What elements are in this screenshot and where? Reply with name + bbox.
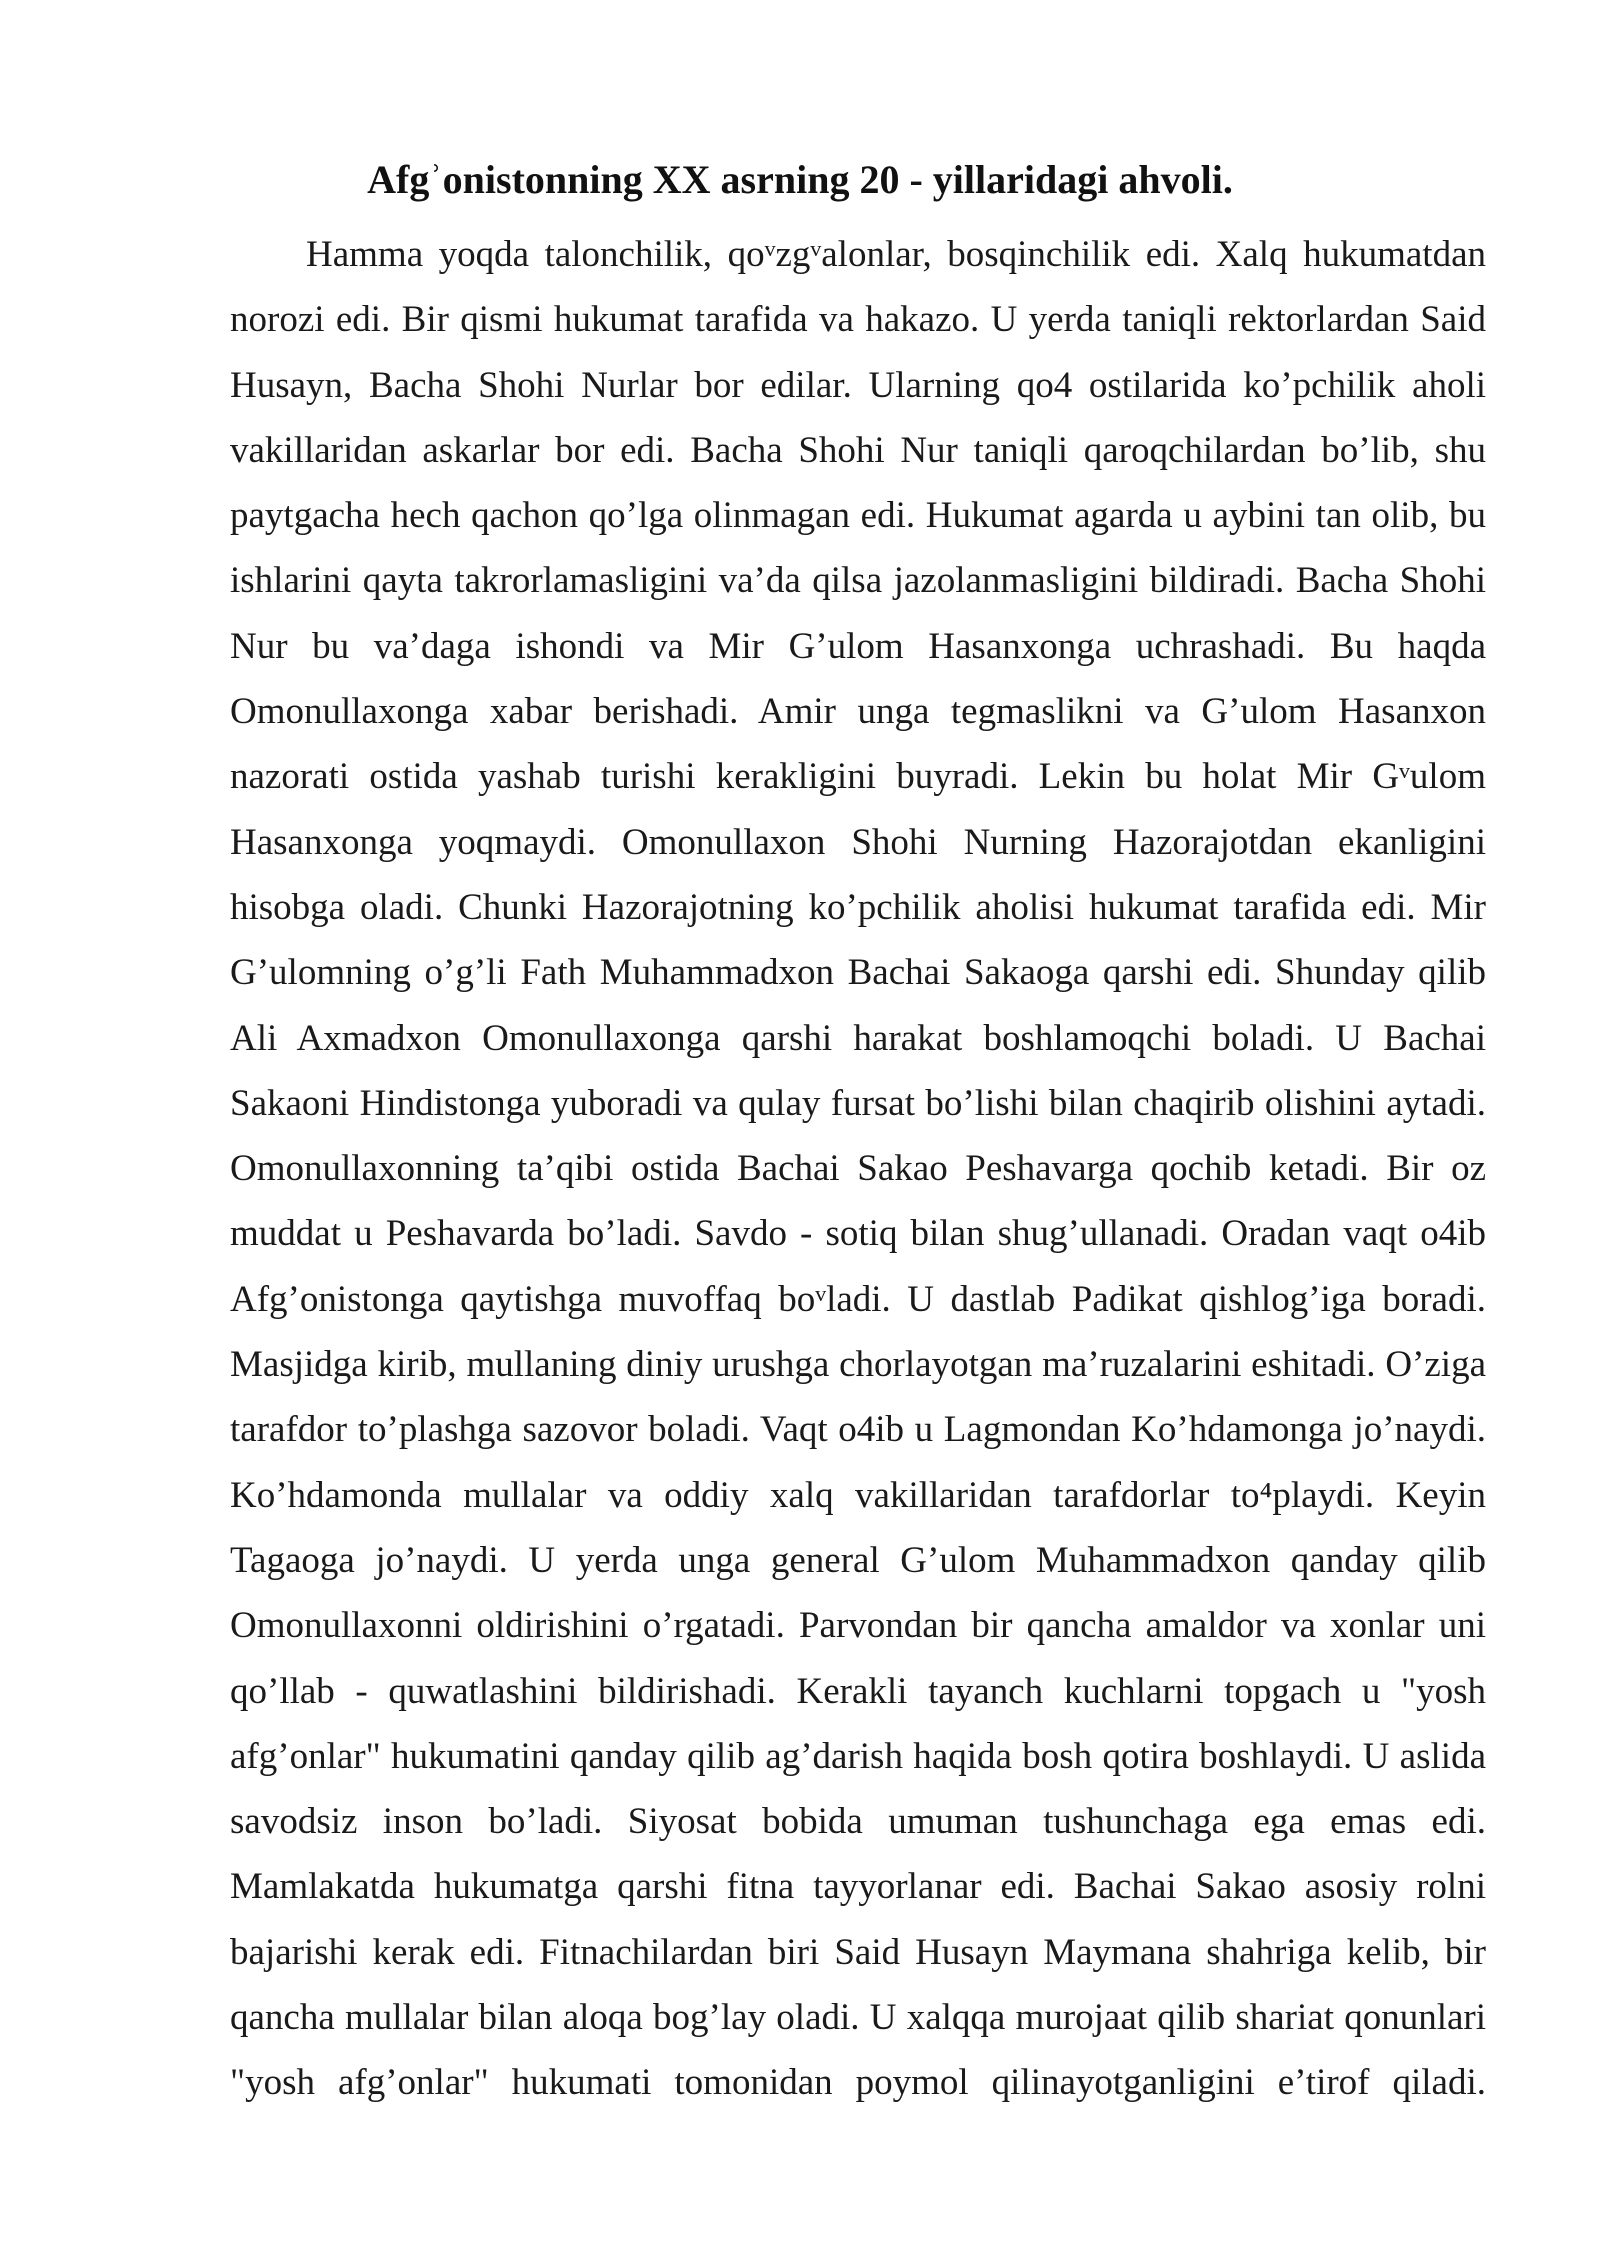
text-line: Tagaoga jo’naydi. U yerda unga general G’ulom Muhammadxon qanday qilib bbox=[230, 1539, 1486, 1581]
text-line: "yosh afg’onlar" hukumati tomonidan poymol qilinayotganligini e’tirof qiladi. bbox=[230, 2062, 1486, 2104]
text-line: Masjidga kirib, mullaning diniy urushga chorlayotgan ma’ruzalarini eshitadi. O’ziga bbox=[230, 1344, 1486, 1386]
text-line: Hamma yoqda talonchilik, qoᵛzgᵛalonlar, bosqinchilik edi. Xalq hukumatdan bbox=[306, 234, 1486, 275]
text-line: Ali Axmadxon Omonullaxonga qarshi harakat boshlamoqchi boladi. U Bachai bbox=[230, 1017, 1486, 1059]
text-line: Omonullaxonning ta’qibi ostida Bachai Sakao Peshavarga qochib ketadi. Bir oz bbox=[230, 1148, 1486, 1190]
text-line: ishlarini qayta takrorlamasligini va’da qilsa jazolanmasligini bildiradi. Bacha Shohi bbox=[230, 560, 1486, 602]
text-line: hisobga oladi. Chunki Hazorajotning ko’pchilik aholisi hukumat tarafida edi. Mir bbox=[230, 886, 1486, 928]
text-line: Sakaoni Hindistonga yuboradi va qulay fursat bo’lishi bilan chaqirib olishini aytadi. bbox=[230, 1082, 1486, 1124]
text-line: Husayn, Bacha Shohi Nurlar bor edilar. Ularning qo4 ostilarida ko’pchilik aholi bbox=[230, 364, 1486, 406]
text-line: Nur bu va’daga ishondi va Mir G’ulom Hasanxonga uchrashadi. Bu haqda bbox=[230, 625, 1486, 667]
text-line: G’ulomning o’g’li Fath Muhammadxon Bachai Sakaoga qarshi edi. Shunday qilib bbox=[230, 952, 1486, 994]
text-line: Ko’hdamonda mullalar va oddiy xalq vakillaridan tarafdorlar to⁴playdi. Keyin bbox=[230, 1474, 1486, 1516]
text-line: nazorati ostida yashab turishi kerakligini buyradi. Lekin bu holat Mir Gᵛulom bbox=[230, 756, 1486, 798]
text-line: afg’onlar" hukumatini qanday qilib ag’darish haqida bosh qotira boshlaydi. U aslida bbox=[230, 1735, 1486, 1777]
text-line: paytgacha hech qachon qo’lga olinmagan edi. Hukumat agarda u aybini tan olib, bu bbox=[230, 495, 1486, 537]
text-line: qancha mullalar bilan aloqa bog’lay oladi. U xalqqa murojaat qilib shariat qonunlari bbox=[230, 1997, 1486, 2039]
text-line: qo’llab - quwatlashini bildirishadi. Kerakli tayanch kuchlarni topgach u "yosh bbox=[230, 1670, 1486, 1712]
document-title: Afgʾonistonning XX asrning 20 - yillaridagi ahvoli. bbox=[367, 157, 1233, 202]
text-line: Afg’onistonga qaytishga muvoffaq boᵛladi. U dastlab Padikat qishlog’iga boradi. bbox=[230, 1278, 1486, 1320]
text-line: bajarishi kerak edi. Fitnachilardan biri Said Husayn Maymana shahriga kelib, bir bbox=[230, 1931, 1486, 1973]
text-line: Omonullaxonni oldirishini o’rgatadi. Parvondan bir qancha amaldor va xonlar uni bbox=[230, 1605, 1486, 1647]
text-line: savodsiz inson bo’ladi. Siyosat bobida umuman tushunchaga ega emas edi. bbox=[230, 1801, 1486, 1843]
text-line: Mamlakatda hukumatga qarshi fitna tayyorlanar edi. Bachai Sakao asosiy rolni bbox=[230, 1866, 1486, 1908]
text-line: vakillaridan askarlar bor edi. Bacha Shohi Nur taniqli qaroqchilardan bo’lib, shu bbox=[230, 429, 1486, 471]
body-text bbox=[230, 222, 1486, 2116]
text-line: tarafdor to’plashga sazovor boladi. Vaqt o4ib u Lagmondan Ko’hdamonga jo’naydi. bbox=[230, 1409, 1486, 1451]
text-line: Omonullaxonga xabar berishadi. Amir unga tegmaslikni va G’ulom Hasanxon bbox=[230, 691, 1486, 733]
text-line: norozi edi. Bir qismi hukumat tarafida va hakazo. U yerda taniqli rektorlardan Said bbox=[230, 299, 1486, 341]
text-line: Hasanxonga yoqmaydi. Omonullaxon Shohi Nurning Hazorajotdan ekanligini bbox=[230, 821, 1486, 863]
text-line: muddat u Peshavarda bo’ladi. Savdo - sotiq bilan shug’ullanadi. Oradan vaqt o4ib bbox=[230, 1213, 1486, 1255]
